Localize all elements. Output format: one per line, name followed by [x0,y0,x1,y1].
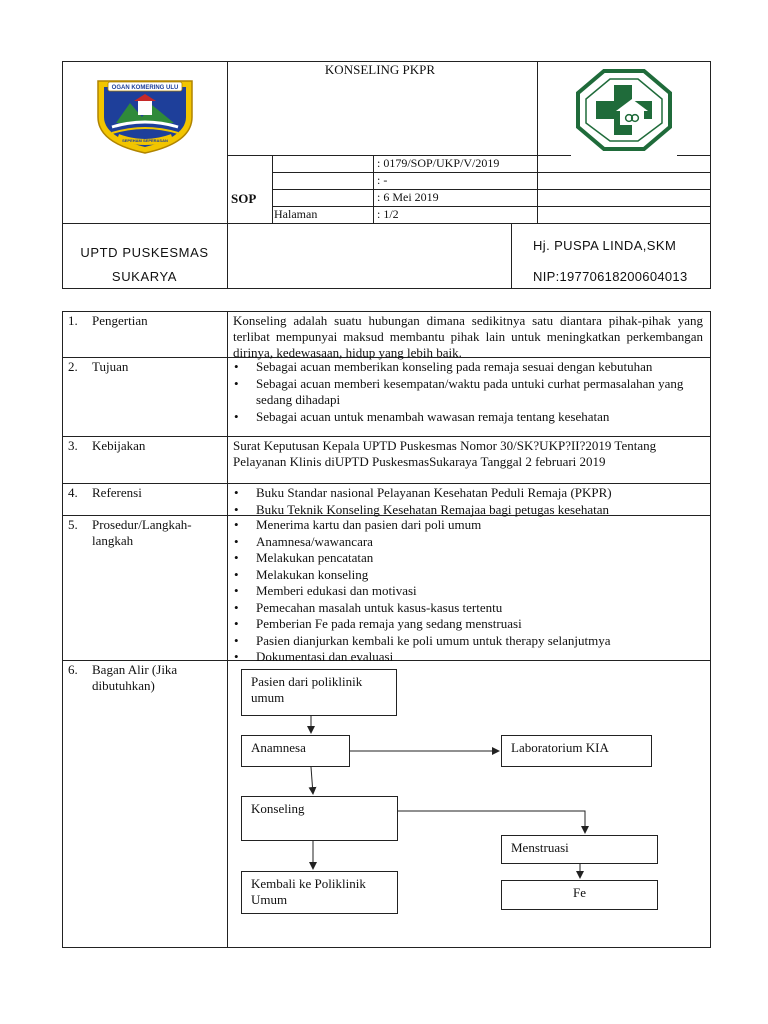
row-number: 1. [68,313,78,328]
flow-node-laboratorium: Laboratorium KIA [501,735,652,767]
list-item: • Sebagai acuan memberikan konseling pada remaja sesuai dengan kebutuhan [230,359,690,376]
document-title: KONSELING PKPR [324,62,436,77]
issue-date: : 6 Mei 2019 [377,190,439,204]
list-item: • Pemecahan masalah untuk kasus-kasus tertentu [230,600,708,617]
definition-text: Konseling adalah suatu hubungan dimana sedikitnya satu diantara pihak-pihak yang terlibat mempunyai maksud membantu pihak lain untuk meningkatkan perkembangan dirinya, kedewasaan, hidup yang lebih baik. [233,313,703,360]
list-item: • Melakukan pencatatan [230,550,708,567]
row-label: Prosedur/Langkah- [92,517,192,532]
row-label: langkah [92,533,134,548]
row-label: dibutuhkan) [92,678,155,693]
official-name: Hj. PUSPA LINDA,SKM [533,238,677,253]
regional-logo-banner: OGAN KOMERING ULU [111,85,179,91]
flow-node-menstruasi: Menstruasi [501,835,658,864]
list-item: • Menerima kartu dan pasien dari poli umum [230,517,708,534]
page-number: : 1/2 [377,207,399,221]
row-number: 5. [68,517,78,532]
page-label: Halaman [274,207,318,221]
list-item: • Melakukan konseling [230,567,708,584]
list-item: • Sebagai acuan untuk menambah wawasan remaja tentang kesehatan [230,409,690,426]
row-number: 3. [68,438,78,453]
institution-line1: UPTD PUSKESMAS [80,245,209,260]
list-item: • Sebagai acuan memberi kesempatan/waktu pada untuki curhat permasalahan yang sedang dihadapi [230,376,690,409]
row-label: Bagan Alir (Jika [92,662,178,677]
row-label: Pengertian [92,313,148,328]
flow-node-konseling: Konseling [241,796,398,841]
row-label: Referensi [92,485,142,500]
list-item: • Pasien dianjurkan kembali ke poli umum untuk therapy selanjutmya [230,633,708,650]
flow-node-fe: Fe [501,880,658,910]
list-item: • Anamnesa/wawancara [230,534,708,551]
list-item: • Buku Teknik Konseling Kesehatan Remajaa bagi petugas kesehatan [230,502,708,519]
flow-node-pasien: Pasien dari poliklinik umum [241,669,397,716]
flow-node-kembali: Kembali ke Poliklinik Umum [241,871,398,914]
list-item: • Pemberian Fe pada remaja yang sedang menstruasi [230,616,708,633]
row-number: 6. [68,662,78,677]
document-number: : 0179/SOP/UKP/V/2019 [377,156,500,170]
list-item: • Buku Standar nasional Pelayanan Kesehatan Peduli Remaja (PKPR) [230,485,708,502]
flow-node-anamnesa: Anamnesa [241,735,350,767]
row-label: Kebijakan [92,438,146,453]
official-nip: NIP:19770618200604013 [533,269,688,284]
list-item: • Memberi edukasi dan motivasi [230,583,708,600]
list-item: • Dokumentasi dan evaluasi [230,649,708,666]
policy-text: Surat Keputusan Kepala UPTD Puskesmas Nomor 30/SK?UKP?II?2019 Tentang Pelayanan Klinis diUPTD PuskesmasSukaraya Tanggal 2 februari 2019 [233,438,657,469]
revision-number: : - [377,173,388,187]
row-number: 4. [68,485,78,500]
row-label: Tujuan [92,359,129,374]
row-number: 2. [68,359,78,374]
institution-line2: SUKARYA [111,269,178,284]
regional-logo-ribbon: SEPEHAM SEPERASAN [122,138,168,143]
sop-label: SOP [231,191,257,206]
